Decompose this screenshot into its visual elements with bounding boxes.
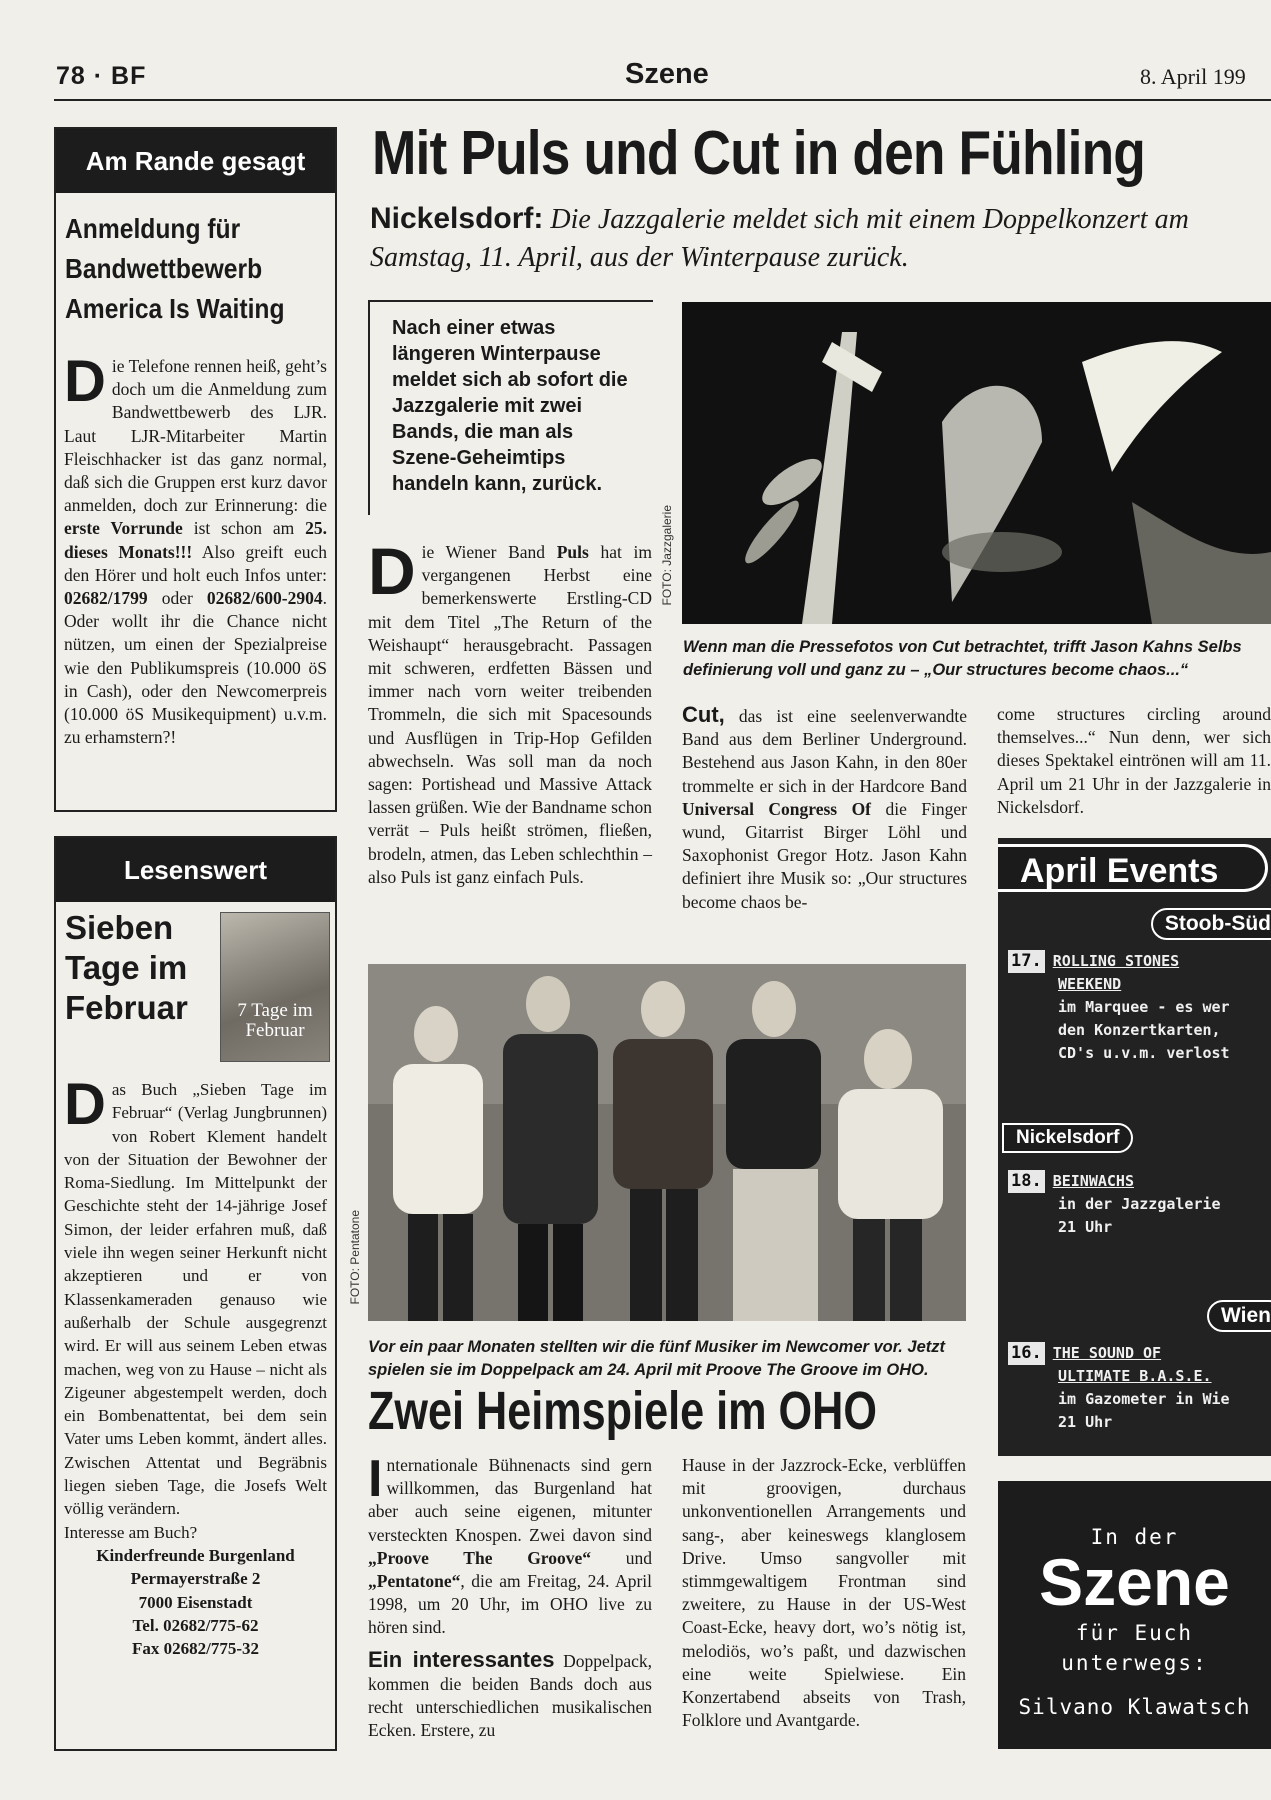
address-line: Fax 02682/775-32 — [131, 1639, 260, 1659]
events-title: April Events — [998, 844, 1268, 892]
events-place-1 — [1151, 908, 1271, 940]
address-line: Kinderfreunde Burgenland — [96, 1545, 295, 1565]
event-line: in der Jazzgalerie — [1058, 1195, 1221, 1213]
main-col3-text: come structures circling around themselves...“ Nun denn, wer sich dieses Spektakel eintrönen will am 11. April um 21 Uhr in der Jazzgalerie in Nickelsdorf. — [997, 704, 1271, 817]
szene-line2: für Euch — [1075, 1621, 1194, 1645]
sidebar-lesen-title: Sieben Tage im Februar — [65, 909, 188, 1026]
section-title: Szene — [625, 58, 709, 90]
event-item-1 — [1008, 950, 1271, 1065]
sidebar-lesen-interest: Interesse am Buch? — [64, 1522, 198, 1542]
dropcap: D — [64, 349, 106, 414]
issue-date: 8. April 199 — [1140, 64, 1246, 89]
event-line: 21 Uhr — [1058, 1218, 1113, 1236]
events-place-2 — [1002, 1123, 1133, 1153]
event-item-2 — [1008, 1170, 1271, 1239]
oho-subhead: Ein interessantes — [368, 1646, 555, 1672]
dropcap: D — [368, 534, 416, 608]
events-box — [998, 838, 1271, 1456]
event-line: 21 Uhr — [1058, 1413, 1113, 1431]
event-line: THE SOUND OF — [1052, 1344, 1162, 1362]
event-line: WEEKEND — [1058, 975, 1122, 993]
szene-big: Szene — [1039, 1545, 1230, 1619]
sidebar-rand-title: Anmeldung für Bandwettbewerb America Is Waiting — [65, 213, 285, 324]
photo2-credit: FOTO: Pentatone — [348, 1210, 362, 1305]
event-line: ROLLING STONES — [1052, 952, 1180, 970]
sidebar-lesen-address — [64, 1544, 327, 1660]
szene-line1: In der — [1090, 1525, 1179, 1549]
photo1-credit: FOTO: Jazzgalerie — [660, 505, 674, 606]
place-pill: Stoob-Süd — [1151, 908, 1271, 940]
teaser-vrule — [368, 300, 370, 515]
oho-headline: Zwei Heimspiele im OHO — [368, 1381, 877, 1441]
szene-line3: unterwegs: — [1061, 1651, 1208, 1675]
events-place-3 — [1207, 1300, 1271, 1332]
oho-col1-text: nternationale Bühnenacts sind gern willkommen, das Burgenland hat aber auch seine eigenen, mitunter versteckten Knospen. Zwei davon sind „Proove The Groove“ und „Pentatone“, die am Freitag, 24. April 1998, um 20 Uhr, im OHO live zu hören sind. — [368, 1455, 652, 1638]
address-line: 7000 Eisenstadt — [138, 1592, 253, 1612]
sidebar-lesen-heading: Lesenswert — [56, 838, 335, 902]
szene-box — [998, 1481, 1271, 1749]
dropcap: D — [64, 1072, 106, 1137]
event-line: ULTIMATE B.A.S.E. — [1058, 1367, 1212, 1385]
event-line: im Gazometer in Wie — [1058, 1390, 1230, 1408]
sidebar-lesen-box — [54, 836, 337, 1751]
main-kicker: Nickelsdorf: — [370, 202, 544, 235]
teaser-text: Nach einer etwas längeren Winterpause meldet sich ab sofort die Jazzgalerie mit zwei Bands, die man als Szene-Geheimtips handeln kann, zurück. — [392, 317, 628, 495]
sidebar-rand-box — [54, 127, 337, 812]
band-photo-graphic — [368, 964, 966, 1321]
event-day: 16. — [1008, 1342, 1045, 1365]
szene-author: Silvano Klawatsch — [1018, 1695, 1251, 1719]
oho-col2-text: Hause in der Jazzrock-Ecke, verblüffen mit groovigen, durchaus unkonventionellen Arrangements und sang-, aber keineswegs klanglosem Drive. Umso sangvoller mit stimmgewaltigem Frontman sind zweitere, zu Hause in der US-West Coast-Ecke, heavy dort, wo’s nötig ist, melodiös, wo’s paßt, und dazwischen eine weite Spielwiese. Ein Konzertabend abseits von Trash, Folklore und Avantgarde. — [682, 1455, 966, 1731]
address-line: Tel. 02682/775-62 — [132, 1615, 259, 1635]
event-day: 18. — [1008, 1170, 1045, 1193]
book-cover-text: 7 Tage im Februar — [237, 1000, 313, 1041]
sidebar-lesen-text: as Buch „Sieben Tage im Februar“ (Verlag Jungbrunnen) von Robert Klement handelt von der Situation der Bewohner der Roma-Siedlung. Im Mittelpunkt der Geschichte steht der 14-jährige Josef Simon, der leider erfahren muß, daß viele ihn wegen seiner Herkunft nicht akzeptieren und er von Klassenkameraden genauso wie außerhalb der Schule ausgegrenzt wird. Er will aus seinem Leben etwas machen, weg von zu Hause – nicht als Zigeuner abgestempelt werden, doch ein Bombenattentat, bei dem sein Vater ums Leben kommt, ändert alles. Zwischen Attentat und Begräbnis liegen sieben Tage, die Josefs Welt völlig verändern. — [64, 1080, 327, 1519]
pentatone-band-photo — [368, 964, 966, 1321]
event-day: 17. — [1008, 950, 1045, 973]
cut-band-photo — [682, 302, 1271, 624]
cut-lead: Cut, — [682, 702, 725, 727]
main-col2-text: das ist eine seelenverwandte Band aus dem Berliner Underground. Bestehend aus Jason Kahn, in den 80er trommelte er sich in der Hardcore Band Universal Congress Of die Finger wund, Gitarrist Birger Löhl und Saxophonist Gregor Hotz. Jason Kahn definiert ihre Musik so: „Our structures become chaos be- — [682, 706, 967, 912]
address-line: Permayerstraße 2 — [130, 1569, 261, 1589]
main-headline: Mit Puls und Cut in den Fühling — [372, 119, 1146, 188]
sidebar-rand-heading: Am Rande gesagt — [56, 129, 335, 193]
dropcap: I — [368, 1450, 383, 1508]
oho-col1b-text: Doppelpack, kommen die beiden Bands doch aus recht unterschiedlichen musikalischen Ecken. Erstere, zu — [368, 1650, 652, 1741]
main-subhead: Die Jazzgalerie meldet sich mit einem Doppelkonzert am Samstag, 11. April, aus der Winterpause zurück. — [370, 204, 1189, 273]
event-line: im Marquee - es wer — [1058, 998, 1230, 1016]
place-pill: Wien — [1207, 1300, 1271, 1332]
header-rule — [54, 99, 1271, 101]
page-number: 78 · BF — [56, 62, 147, 90]
event-line: den Konzertkarten, — [1058, 1021, 1221, 1039]
place-pill: Nickelsdorf — [1002, 1123, 1133, 1153]
main-col1-text: ie Wiener Band Puls hat im vergangenen Herbst eine bemerkenswerte Erstling-CD mit dem Titel „The Return of the Weishaupt“ herausgebracht. Passagen mit schweren, erdfetten Bässen und immer nach vorn weiter treibenden Trommeln, die sich mit Spacesounds und Ausflügen in Trip-Hop Gefilden abwechseln. Was soll man da noch sagen: Portishead und Massive Attack lassen grüßen. Wie der Bandname schon verrät – Puls heißt strömen, fließen, brodeln, atmen, das Leben schlechthin – also Puls ist ganz einfach Puls. — [368, 542, 653, 887]
event-item-3 — [1008, 1342, 1271, 1434]
cut-photo-graphic — [682, 302, 1271, 624]
photo2-caption: Vor ein paar Monaten stellten wir die fünf Musiker im Newcomer vor. Jetzt spielen sie im Doppelpack am 24. April mit Proove The Groove im OHO. — [368, 1338, 946, 1379]
teaser-rule — [368, 300, 653, 302]
event-line: BEINWACHS — [1052, 1172, 1134, 1190]
photo1-caption: Wenn man die Pressefotos von Cut betrachtet, trifft Jason Kahns Selbs definierung voll und ganz zu – „Our structures become chaos...“ — [683, 638, 1242, 679]
sidebar-rand-text: ie Telefone rennen heiß, geht’s doch um die Anmeldung zum Bandwettbewerb des LJR. Laut LJR-Mitarbeiter Martin Fleischhacker ist das ganz normal, daß sich die Gruppen erst kurz davor anmelden, doch zur Erinnerung: die erste Vorrunde ist schon am 25. dieses Monats!!! Also greift euch den Hörer und holt euch Infos unter: 02682/1799 oder 02682/600-2904. Oder wollt ihr die Chance nicht nützen, um einen der Spezialpreise wie den Publikumspreis (10.000 öS in Cash), oder den Newcomerpreis (10.000 öS Musikequipment) u.v.m. zu erhamstern?! — [64, 356, 328, 748]
book-cover-image — [220, 912, 330, 1062]
event-line: CD's u.v.m. verlost — [1058, 1044, 1230, 1062]
